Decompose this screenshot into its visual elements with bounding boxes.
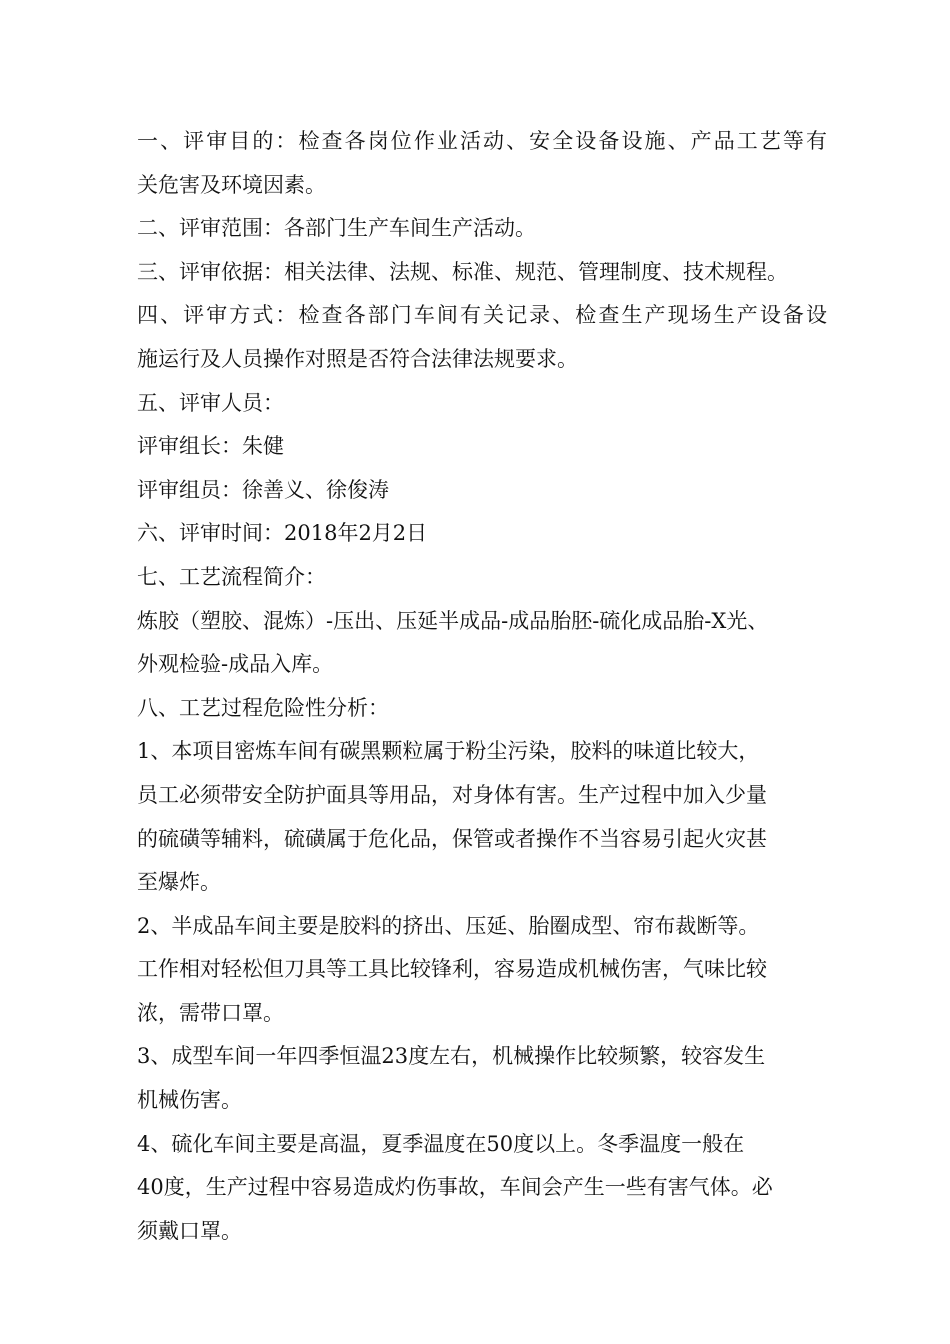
- text-line: 七、工艺流程简介：: [137, 564, 326, 589]
- text-line: 二、评审范围：各部门生产车间生产活动。: [137, 216, 536, 241]
- text-line: 4、硫化车间主要是高温，夏季温度在50度以上。冬季温度一般在: [137, 1131, 745, 1156]
- text-line: 评审组长：朱健: [137, 434, 284, 459]
- text-line: 40度，生产过程中容易造成灼伤事故，车间会产生一些有害气体。必: [137, 1175, 773, 1200]
- text-line: 三、评审依据：相关法律、法规、标准、规范、管理制度、技术规程。: [137, 259, 788, 284]
- text-line: 四、评审方式：检查各部门车间有关记录、检查生产现场生产设备设: [137, 303, 827, 328]
- text-line: 关危害及环境因素。: [137, 172, 326, 197]
- text-line: 的硫磺等辅料，硫磺属于危化品，保管或者操作不当容易引起火灾甚: [137, 826, 767, 851]
- text-line: 八、工艺过程危险性分析：: [137, 695, 389, 720]
- text-line: 至爆炸。: [137, 870, 221, 895]
- text-line: 外观检验-成品入库。: [137, 652, 334, 677]
- text-line: 须戴口罩。: [137, 1218, 242, 1243]
- text-line: 机械伤害。: [137, 1088, 242, 1113]
- text-line: 六、评审时间：2018年2月2日: [137, 521, 428, 546]
- text-line: 员工必须带安全防护面具等用品，对身体有害。生产过程中加入少量: [137, 782, 767, 807]
- text-line: 工作相对轻松但刀具等工具比较锋利，容易造成机械伤害，气味比较: [137, 957, 767, 982]
- text-line: 施运行及人员操作对照是否符合法律法规要求。: [137, 346, 578, 371]
- text-line: 评审组员：徐善义、徐俊涛: [137, 477, 389, 502]
- text-line: 炼胶（塑胶、混炼）-压出、压延半成品-成品胎胚-硫化成品胎-X光、: [137, 608, 769, 633]
- text-line: 五、评审人员：: [137, 390, 284, 415]
- text-line: 一、评审目的：检查各岗位作业活动、安全设备设施、产品工艺等有: [137, 129, 827, 153]
- text-line: 浓，需带口罩。: [137, 1000, 284, 1025]
- text-line: 1、本项目密炼车间有碳黑颗粒属于粉尘污染，胶料的味道比较大，: [137, 739, 760, 764]
- document-body: [137, 120, 827, 1253]
- text-line: 2、半成品车间主要是胶料的挤出、压延、胎圈成型、帘布裁断等。: [137, 913, 760, 938]
- text-line: 3、成型车间一年四季恒温23度左右，机械操作比较频繁，较容发生: [137, 1044, 766, 1069]
